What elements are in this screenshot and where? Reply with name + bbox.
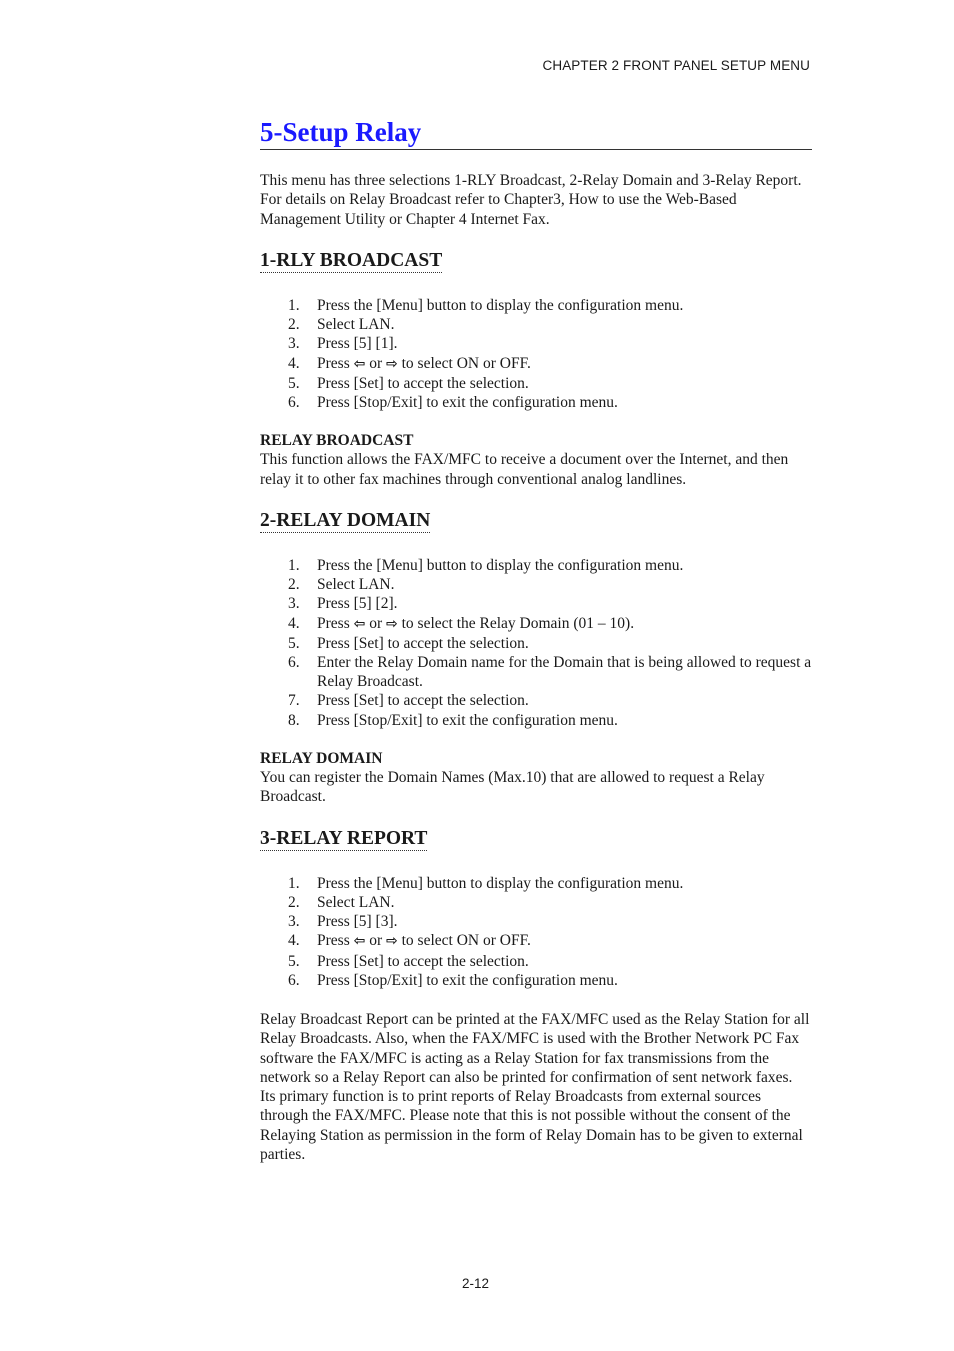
step-item	[260, 354, 812, 374]
step-item	[260, 296, 812, 315]
step-number: 4.	[288, 354, 300, 372]
left-arrow-icon: ⇦	[353, 615, 366, 632]
step-text: Select LAN.	[317, 893, 395, 911]
step-text: Enter the Relay Domain name for the Domain that is being allowed to request a Relay Broadcast.	[317, 654, 812, 691]
step-item	[260, 971, 812, 990]
step-text: Press	[317, 354, 350, 372]
step-text: Press the [Menu] button to display the configuration menu.	[317, 557, 684, 574]
step-text: Press [Set] to accept the selection.	[317, 634, 529, 652]
step-text: to select the Relay Domain (01 – 10).	[401, 614, 635, 632]
step-number: 3.	[288, 913, 300, 931]
step-text: Select LAN.	[317, 576, 395, 594]
steps-list-rly-broadcast	[260, 296, 812, 412]
step-item	[260, 634, 812, 653]
step-item	[260, 691, 812, 710]
right-arrow-icon: ⇨	[386, 355, 398, 372]
step-item	[260, 393, 812, 412]
step-number: 8.	[288, 711, 300, 729]
step-text: Press the [Menu] button to display the configuration menu.	[317, 874, 684, 892]
right-arrow-icon: ⇨	[386, 615, 398, 632]
step-text: Press	[317, 614, 350, 632]
step-number: 4.	[288, 932, 300, 950]
step-text: to select ON or OFF.	[401, 932, 531, 950]
step-text: Press [Set] to accept the selection.	[317, 374, 529, 392]
step-number: 4.	[288, 614, 300, 632]
step-number: 6.	[288, 971, 300, 989]
step-text: or	[369, 932, 383, 950]
step-text: Press [5] [1].	[317, 335, 398, 353]
step-number: 2.	[288, 893, 300, 911]
step-text: Press	[317, 932, 350, 950]
step-item	[260, 653, 812, 691]
intro-paragraph: This menu has three selections 1-RLY Broadcast, 2-Relay Domain and 3-Relay Report. For details on Relay Broadcast refer to Chapter3, How to use the Web-Based Management Utility or Chapter 4 Internet Fax.	[260, 172, 802, 228]
step-number: 5.	[288, 374, 300, 392]
step-item	[260, 374, 812, 393]
page-content	[260, 116, 812, 1164]
step-number: 6.	[288, 393, 300, 411]
step-number: 5.	[288, 634, 300, 652]
relay-report-paragraph-2: Its primary function is to print reports of Relay Broadcasts from external sources through the FAX/MFC. Please note that this is not possible without the consent of the Relaying Station as permission in the form of Relay Domain has to be given to external parties.	[260, 1088, 803, 1164]
step-text: Press [Stop/Exit] to exit the configuration menu.	[317, 711, 618, 729]
right-arrow-icon: ⇨	[386, 933, 398, 950]
step-item	[260, 912, 812, 931]
step-text: to select ON or OFF.	[401, 354, 531, 372]
step-text: Press [Set] to accept the selection.	[317, 692, 529, 710]
step-item	[260, 556, 812, 575]
step-number: 5.	[288, 952, 300, 970]
sub-heading-relay-broadcast: RELAY BROADCAST	[260, 432, 414, 450]
step-number: 3.	[288, 595, 300, 613]
step-text: or	[369, 614, 383, 632]
step-text: Press [5] [2].	[317, 595, 398, 613]
relay-report-paragraph-1: Relay Broadcast Report can be printed at the FAX/MFC used as the Relay Station for all Relay Broadcasts. Also, when the FAX/MFC is used with the Brother Network PC Fax software the FAX/MFC is acting as a Relay Station for fax transmissions from the network so a Relay Report can also be printed for confirmation of sent network faxes.	[260, 1010, 810, 1086]
step-number: 1.	[288, 557, 300, 574]
steps-list-relay-domain	[260, 556, 812, 730]
step-item	[260, 334, 812, 353]
steps-list-relay-report	[260, 874, 812, 990]
page-title: 5-Setup Relay	[260, 116, 812, 150]
step-item	[260, 931, 812, 951]
step-text: Press [5] [3].	[317, 913, 398, 931]
description-relay-broadcast: This function allows the FAX/MFC to receive a document over the Internet, and then relay it to other fax machines through conventional analog landlines.	[260, 451, 789, 488]
step-number: 1.	[288, 296, 300, 314]
left-arrow-icon: ⇦	[353, 355, 366, 372]
step-item	[260, 874, 812, 893]
step-text: Press the [Menu] button to display the configuration menu.	[317, 296, 684, 314]
step-item	[260, 315, 812, 334]
step-text: Press [Stop/Exit] to exit the configuration menu.	[317, 393, 618, 411]
step-number: 6.	[288, 654, 300, 672]
step-item	[260, 711, 812, 730]
step-number: 2.	[288, 316, 300, 334]
sub-heading-relay-domain: RELAY DOMAIN	[260, 749, 383, 767]
section-heading-relay-report: 3-RELAY REPORT	[260, 827, 428, 849]
step-number: 7.	[288, 692, 300, 710]
step-number: 1.	[288, 874, 300, 892]
page-number: 2-12	[462, 1276, 490, 1291]
step-item	[260, 952, 812, 971]
step-item	[260, 614, 812, 634]
step-text: Select LAN.	[317, 316, 395, 334]
step-item	[260, 575, 812, 594]
step-text: Press [Set] to accept the selection.	[317, 952, 529, 970]
section-heading-relay-domain: 2-RELAY DOMAIN	[260, 510, 431, 531]
step-item	[260, 594, 812, 613]
step-text: Press [Stop/Exit] to exit the configuration menu.	[317, 971, 618, 989]
section-heading-rly-broadcast: 1-RLY BROADCAST	[260, 249, 443, 271]
step-text: or	[369, 354, 383, 372]
left-arrow-icon: ⇦	[353, 933, 366, 950]
step-number: 3.	[288, 335, 300, 353]
page-header: CHAPTER 2 FRONT PANEL SETUP MENU	[542, 58, 810, 73]
step-item	[260, 893, 812, 912]
step-number: 2.	[288, 576, 300, 594]
description-relay-domain: You can register the Domain Names (Max.10) that are allowed to request a Relay Broadcast.	[260, 769, 765, 806]
